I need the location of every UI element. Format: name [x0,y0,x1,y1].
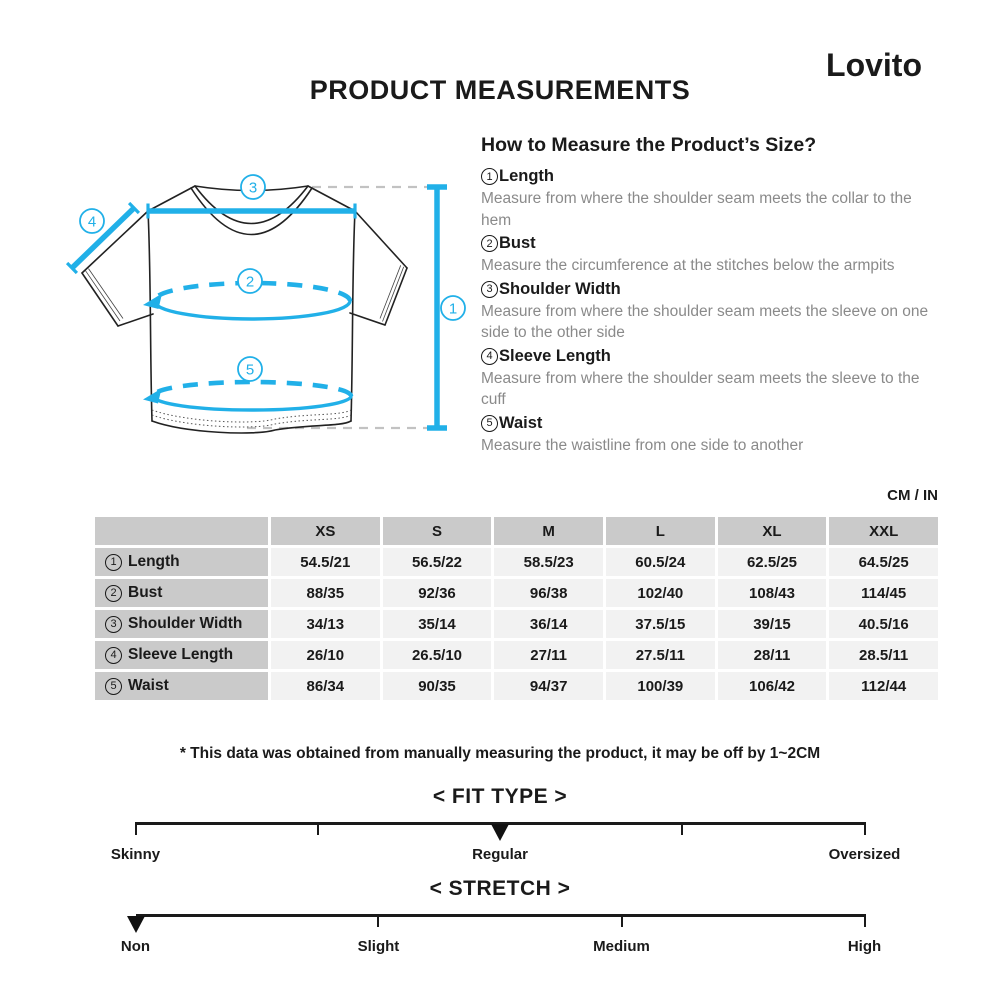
callout-sleeve-length [80,209,104,233]
svg-text:2: 2 [245,273,255,291]
stretch-marker-icon [127,916,145,933]
table-cell: 102/40 [606,579,715,607]
table-cell: 37.5/15 [606,610,715,638]
table-cell: 108/43 [718,579,827,607]
item-number-badge: 5 [481,415,498,432]
item-label: Shoulder Width [499,279,621,298]
scale-tick [621,914,623,927]
table-cell: 86/34 [271,672,380,700]
table-cell: 58.5/23 [494,548,603,576]
scale-tick [864,914,866,927]
table-cell: 36/14 [494,610,603,638]
svg-text:3: 3 [248,179,258,197]
scale-line [136,914,865,917]
item-description: Measure from where the shoulder seam meets the collar to the hem [481,190,912,229]
table-cell: 112/44 [829,672,938,700]
svg-text:4: 4 [87,213,97,231]
measure-item-shoulder-width [481,280,939,344]
svg-text:1: 1 [448,300,458,318]
column-header-xxl: XXL [829,517,938,545]
column-header-xs: XS [271,517,380,545]
disclaimer-note: * This data was obtained from manually measuring the product, it may be off by 1~2CM [179,744,821,762]
stretch-label-non: Non [120,938,151,955]
item-label: Bust [499,234,536,252]
fit-type-scale [110,822,901,870]
table-cell: 106/42 [718,672,827,700]
fit-type-label-skinny: Skinny [110,846,161,863]
row-number-badge: 4 [105,647,122,664]
stretch-label-medium: Medium [593,938,650,955]
page-title: PRODUCT MEASUREMENTS [309,75,691,106]
item-number-badge: 3 [481,281,498,298]
table-cell: 34/13 [271,610,380,638]
row-number-badge: 2 [105,585,122,602]
row-header-shoulder-width: 3 Shoulder Width [95,610,268,638]
table-cell: 28.5/11 [829,641,938,669]
size-table [95,517,938,700]
fit-type-label-regular: Regular [472,846,528,863]
table-cell: 64.5/25 [829,548,938,576]
measure-item-length [481,167,939,231]
callout-waist [238,357,262,381]
item-number-badge: 2 [481,235,498,252]
table-cell: 92/36 [383,579,492,607]
item-description: Measure from where the shoulder seam meets the sleeve on one side to the other side [481,302,929,341]
scale-tick [377,914,379,927]
table-cell: 88/35 [271,579,380,607]
fit-type-label-oversized: Oversized [828,846,901,863]
column-header-m: M [494,517,603,545]
stretch-section [0,877,1000,962]
table-cell: 54.5/21 [271,548,380,576]
row-header-waist: 5 Waist [95,672,268,700]
table-cell: 35/14 [383,610,492,638]
callout-shoulder-width [241,175,265,199]
tshirt-diagram [55,163,475,453]
table-cell: 62.5/25 [718,548,827,576]
item-label: Sleeve Length [499,346,611,365]
fit-type-section [0,785,1000,870]
row-number-badge: 1 [105,554,122,571]
brand-logo: Lovito [826,47,922,83]
item-label: Length [499,167,554,185]
item-number-badge: 1 [481,168,498,185]
table-cell: 94/37 [494,672,603,700]
table-cell: 39/15 [718,610,827,638]
column-header-s: S [383,517,492,545]
row-header-length: 1 Length [95,548,268,576]
table-cell: 114/45 [829,579,938,607]
scale-tick [681,822,683,835]
table-cell: 27/11 [494,641,603,669]
item-description: Measure from where the shoulder seam meets the sleeve to the cuff [481,369,920,408]
row-number-badge: 3 [105,616,122,633]
how-to-title: How to Measure the Product’s Size? [481,134,817,156]
scale-tick [135,822,137,835]
stretch-title: < STRETCH > [429,877,571,900]
table-cell: 100/39 [606,672,715,700]
table-cell: 56.5/22 [383,548,492,576]
table-cell: 90/35 [383,672,492,700]
table-cell: 96/38 [494,579,603,607]
table-cell: 27.5/11 [606,641,715,669]
stretch-label-high: High [847,938,882,955]
item-number-badge: 4 [481,348,498,365]
table-cell: 26.5/10 [383,641,492,669]
row-header-sleeve-length: 4 Sleeve Length [95,641,268,669]
row-number-badge: 5 [105,678,122,695]
stretch-label-slight: Slight [357,938,400,955]
waist-ellipse [153,396,351,410]
fit-type-title: < FIT TYPE > [432,785,568,808]
bust-ellipse [154,301,350,319]
svg-text:5: 5 [245,361,255,379]
table-cell: 26/10 [271,641,380,669]
unit-label: CM / IN [887,487,938,504]
scale-tick [317,822,319,835]
column-header-xl: XL [718,517,827,545]
item-description: Measure the waistline from one side to another [481,436,804,454]
measure-item-waist [481,414,939,457]
callout-bust [238,269,262,293]
table-cell: 60.5/24 [606,548,715,576]
how-to-measure-section [481,134,939,456]
column-header-l: L [606,517,715,545]
stretch-scale [120,914,882,962]
table-corner-cell [95,517,268,545]
callout-length [441,296,465,320]
table-cell: 28/11 [718,641,827,669]
item-description: Measure the circumference at the stitches below the armpits [481,257,895,274]
tshirt-outline [82,186,407,433]
fit-type-marker-icon [491,824,509,841]
row-header-bust: 2 Bust [95,579,268,607]
scale-tick [864,822,866,835]
item-label: Waist [499,413,543,432]
measure-item-sleeve-length [481,347,939,411]
measure-item-bust [481,234,939,277]
table-cell: 40.5/16 [829,610,938,638]
